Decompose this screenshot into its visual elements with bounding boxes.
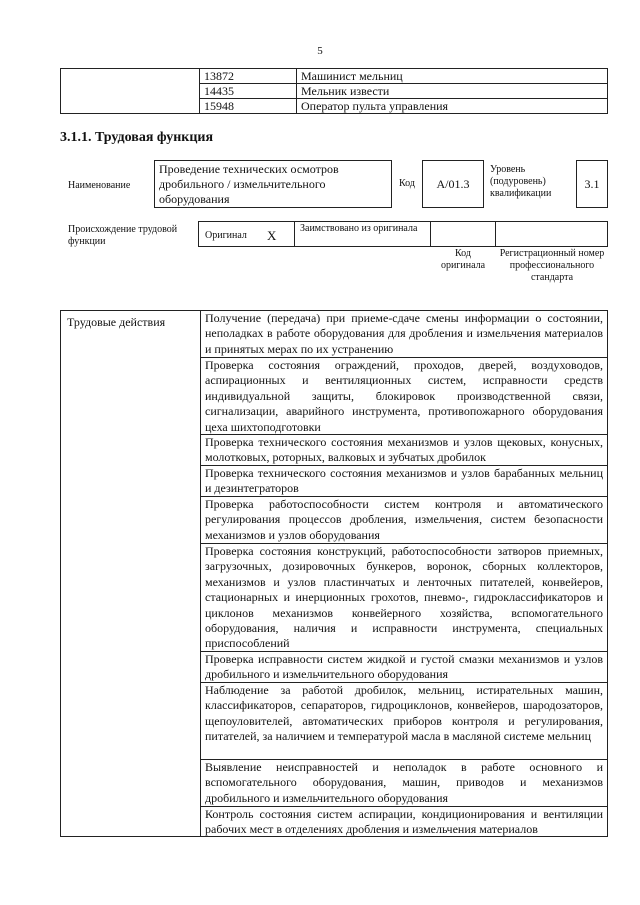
- occupation-code: 15948: [200, 99, 297, 114]
- list-item: Проверка технического состояния механизмов и узлов барабанных мельниц и дезинтеграторов: [201, 466, 607, 497]
- occupation-name: Мельник извести: [297, 84, 608, 99]
- list-item: Проверка технического состояния механизмов и узлов щековых, конусных, молотковых, роторных, валковых и зубчатых дробилок: [201, 435, 607, 466]
- reg-number-caption: Регистрационный номер профессионального стандарта: [499, 248, 605, 283]
- level-box: [576, 160, 608, 208]
- origin-label: Происхождение трудовой функции: [68, 224, 178, 247]
- level-value: 3.1: [584, 177, 600, 191]
- function-name-value: Проведение технических осмотров дробильного / измельчительного оборудования: [159, 162, 339, 206]
- original-label: Оригинал: [205, 230, 247, 241]
- divider: [495, 222, 496, 246]
- code-label: Код: [399, 178, 415, 189]
- function-code-box: [422, 160, 484, 208]
- labor-actions-label: Трудовые действия: [61, 311, 201, 836]
- labor-actions-list: [201, 311, 607, 838]
- list-item: Проверка исправности систем жидкой и густой смазки механизмов и узлов дробильного и измельчительного оборудования: [201, 652, 607, 683]
- occupation-name: Машинист мельниц: [297, 69, 608, 84]
- list-item: Выявление неисправностей и неполадок в работе основного и вспомогательного оборудования, машин, приводов и механизмов дробильного и измельчительного оборудования: [201, 760, 607, 807]
- page-number: 5: [317, 45, 323, 57]
- list-item: Получение (передача) при приеме-сдаче смены информации о состоянии, неполадках в работе оборудования для дробления и измельчения материалов и принятых мерах по их устранению: [201, 311, 607, 358]
- list-item: Наблюдение за работой дробилок, мельниц, истирательных машин, классификаторов, сепараторов, гидроциклонов, конвейеров, шародозаторов, щепоуловителей, автоматических приборов контроля и регулирования, питателей, за наличием и температурой масла в масляной системе мельниц: [201, 683, 607, 760]
- occupation-code: 14435: [200, 84, 297, 99]
- table-row: [61, 69, 608, 84]
- divider: [294, 222, 295, 246]
- divider: [430, 222, 431, 246]
- section-heading: 3.1.1. Трудовая функция: [60, 130, 214, 145]
- blank-cell: [61, 69, 200, 114]
- function-name-box: [154, 160, 392, 208]
- origin-row: [198, 221, 608, 247]
- code-original-caption: Код оригинала: [440, 248, 486, 271]
- list-item: Контроль состояния систем аспирации, кондиционирования и вентиляции рабочих мест в отделениях дробления и измельчения материалов: [205, 807, 603, 837]
- original-mark: X: [267, 228, 277, 243]
- name-label: Наименование: [68, 180, 131, 191]
- borrowed-label: Заимствовано из оригинала: [300, 223, 418, 234]
- list-item: Проверка состояния конструкций, работоспособности затворов приемных, загрузочных, дозировочных бункеров, воронок, сборных коллекторов, механизмов и узлов пластинчатых и ленточных питателей, конвейеров, стационарных и инерционных грохотов, пневмо-, гидроклассификаторов и циклонов механизмов конвейерного хозяйства, вспомогательного оборудования, наличия и исправности инструмента, специальных приспособлений: [201, 544, 607, 652]
- list-item: Проверка состояния ограждений, проходов, дверей, воздуховодов, аспирационных и вентиляционных систем, исправности средств индивидуальной защиты, блокировок производственной связи, сигнализации, аварийного инструмента, противопожарного оборудования цеха шихтоподготовки: [201, 358, 607, 435]
- labor-actions-table: [60, 310, 608, 837]
- occupation-name: Оператор пульта управления: [297, 99, 608, 114]
- function-code-value: А/01.3: [436, 177, 470, 191]
- list-item: Проверка работоспособности систем контроля и автоматического регулирования процессов дробления, измельчения, систем безопасности механизмов и узлов оборудования: [201, 497, 607, 544]
- occupations-table: [60, 68, 608, 114]
- occupation-code: 13872: [200, 69, 297, 84]
- level-label: Уровень (подуровень) квалификации: [490, 164, 552, 199]
